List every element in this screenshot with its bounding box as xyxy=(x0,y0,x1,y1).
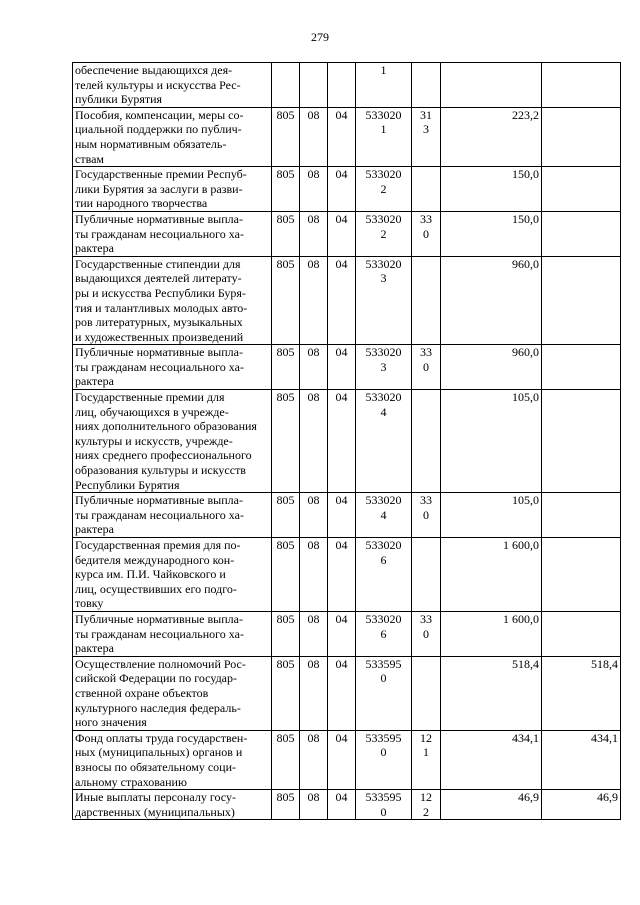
federal-amount-cell xyxy=(542,538,621,612)
ministry-code-value: 805 xyxy=(276,390,295,405)
table-row xyxy=(73,107,621,166)
subsection-code-value: 04 xyxy=(335,345,348,360)
budget-table xyxy=(72,62,621,820)
target-article-line: 533020 xyxy=(365,256,402,271)
expense-type-cell xyxy=(412,493,441,538)
expense-type-line: 0 xyxy=(423,226,429,241)
expense-type-cell xyxy=(412,63,441,108)
subsection-code-cell xyxy=(328,63,356,108)
ministry-code-value: 805 xyxy=(276,211,295,226)
ministry-code-value: 805 xyxy=(276,167,295,182)
target-article-cell xyxy=(356,167,412,212)
expense-type-cell xyxy=(412,611,441,656)
item-name-line: ниях дополнительного образования xyxy=(75,419,257,434)
section-code-cell xyxy=(300,656,328,730)
subsection-code-cell xyxy=(328,345,356,390)
section-code-value: 08 xyxy=(307,256,320,271)
item-name-line: взносы по обязательному соци- xyxy=(75,759,237,774)
amount-value: 518,4 xyxy=(512,656,539,671)
section-code-cell xyxy=(300,211,328,256)
table-row xyxy=(73,790,621,820)
item-name-line: Публичные нормативные выпла- xyxy=(75,211,243,226)
section-code-cell xyxy=(300,256,328,345)
expense-type-line: 33 xyxy=(420,345,432,360)
section-code-value: 08 xyxy=(307,611,320,626)
target-article-line: 2 xyxy=(380,226,387,241)
table-row xyxy=(73,493,621,538)
table-row xyxy=(73,538,621,612)
subsection-code-value: 04 xyxy=(335,611,348,626)
target-article-line: 533020 xyxy=(365,611,402,626)
amount-cell xyxy=(441,107,542,166)
federal-amount-cell xyxy=(542,256,621,345)
amount-value: 960,0 xyxy=(512,256,539,271)
item-name-cell xyxy=(73,167,272,212)
federal-amount-cell xyxy=(542,790,621,820)
item-name-cell xyxy=(73,656,272,730)
table-row xyxy=(73,63,621,108)
amount-cell xyxy=(441,256,542,345)
item-name-line: циальной поддержки по публич- xyxy=(75,122,242,137)
target-article-cell xyxy=(356,390,412,493)
target-article-line: 533020 xyxy=(365,538,402,552)
item-name-line: ры и искусства Республики Буря- xyxy=(75,285,246,300)
item-name-line: лиц, осуществивших его подго- xyxy=(75,581,237,596)
section-code-cell xyxy=(300,493,328,538)
target-article-cell xyxy=(356,211,412,256)
item-name-line: товку xyxy=(75,596,104,611)
item-name-line: обеспечение выдающихся дея- xyxy=(75,63,233,77)
target-article-line: 533595 xyxy=(365,790,402,805)
item-name-cell xyxy=(73,611,272,656)
item-name-line: Публичные нормативные выпла- xyxy=(75,345,243,360)
item-name-cell xyxy=(73,63,272,108)
expense-type-cell xyxy=(412,656,441,730)
section-code-value: 08 xyxy=(307,656,320,671)
item-name-line: Осуществление полномочий Рос- xyxy=(75,656,246,671)
amount-cell xyxy=(441,167,542,212)
section-code-value: 08 xyxy=(307,790,320,805)
target-article-line: 533020 xyxy=(365,493,402,508)
ministry-code-cell xyxy=(272,345,300,390)
subsection-code-cell xyxy=(328,493,356,538)
subsection-code-cell xyxy=(328,211,356,256)
target-article-cell xyxy=(356,730,412,789)
section-code-cell xyxy=(300,107,328,166)
expense-type-cell xyxy=(412,345,441,390)
amount-value: 105,0 xyxy=(512,390,539,405)
item-name-cell xyxy=(73,107,272,166)
subsection-code-cell xyxy=(328,730,356,789)
federal-amount-cell xyxy=(542,730,621,789)
amount-value: 46,9 xyxy=(518,790,539,805)
item-name-line: Публичные нормативные выпла- xyxy=(75,493,243,508)
target-article-line: 0 xyxy=(380,804,387,819)
section-code-value: 08 xyxy=(307,730,320,745)
target-article-line: 4 xyxy=(380,507,387,522)
federal-amount-cell xyxy=(542,345,621,390)
subsection-code-cell xyxy=(328,167,356,212)
item-name-line: Государственная премия для по- xyxy=(75,538,241,552)
ministry-code-cell xyxy=(272,390,300,493)
ministry-code-cell xyxy=(272,256,300,345)
expense-type-cell xyxy=(412,211,441,256)
federal-amount-cell xyxy=(542,63,621,108)
item-name-line: Публичные нормативные выпла- xyxy=(75,611,243,626)
target-article-cell xyxy=(356,790,412,820)
item-name-line: рактера xyxy=(75,641,114,656)
expense-type-line: 12 xyxy=(420,730,432,745)
item-name-line: ты гражданам несоциального ха- xyxy=(75,626,244,641)
section-code-cell xyxy=(300,167,328,212)
amount-cell xyxy=(441,656,542,730)
federal-amount-cell xyxy=(542,390,621,493)
item-name-line: ного значения xyxy=(75,715,147,730)
expense-type-cell xyxy=(412,390,441,493)
item-name-line: бедителя международного кон- xyxy=(75,552,235,567)
table-row xyxy=(73,611,621,656)
target-article-cell xyxy=(356,538,412,612)
target-article-line: 533020 xyxy=(365,167,402,182)
item-name-line: образования культуры и искусств xyxy=(75,463,246,478)
amount-cell xyxy=(441,538,542,612)
item-name-line: ты гражданам несоциального ха- xyxy=(75,507,244,522)
amount-value: 150,0 xyxy=(512,211,539,226)
target-article-line: 533020 xyxy=(365,345,402,360)
item-name-line: телей культуры и искусства Рес- xyxy=(75,77,241,92)
section-code-value: 08 xyxy=(307,107,320,122)
federal-amount-cell xyxy=(542,107,621,166)
target-article-line: 533595 xyxy=(365,730,402,745)
amount-value: 1 600,0 xyxy=(503,611,539,626)
item-name-line: ным нормативным обязатель- xyxy=(75,136,227,151)
amount-cell xyxy=(441,345,542,390)
subsection-code-value: 04 xyxy=(335,790,348,805)
section-code-cell xyxy=(300,611,328,656)
item-name-cell xyxy=(73,390,272,493)
expense-type-line: 31 xyxy=(420,107,432,122)
ministry-code-value: 805 xyxy=(276,656,295,671)
ministry-code-cell xyxy=(272,656,300,730)
federal-amount-cell xyxy=(542,493,621,538)
target-article-line: 6 xyxy=(380,552,387,567)
federal-amount-value: 434,1 xyxy=(591,730,618,745)
target-article-line: 533020 xyxy=(365,107,402,122)
item-name-line: ты гражданам несоциального ха- xyxy=(75,359,244,374)
subsection-code-cell xyxy=(328,538,356,612)
item-name-line: рактера xyxy=(75,374,114,389)
target-article-cell xyxy=(356,493,412,538)
ministry-code-value: 805 xyxy=(276,493,295,508)
target-article-cell xyxy=(356,345,412,390)
section-code-cell xyxy=(300,790,328,820)
item-name-line: ствам xyxy=(75,151,104,166)
expense-type-line: 0 xyxy=(423,359,429,374)
subsection-code-value: 04 xyxy=(335,390,348,405)
amount-value: 105,0 xyxy=(512,493,539,508)
ministry-code-cell xyxy=(272,538,300,612)
expense-type-line: 2 xyxy=(423,804,429,819)
item-name-line: Фонд оплаты труда государствен- xyxy=(75,730,248,745)
item-name-line: ты гражданам несоциального ха- xyxy=(75,226,244,241)
table-row xyxy=(73,390,621,493)
ministry-code-value: 805 xyxy=(276,538,295,552)
expense-type-line: 1 xyxy=(423,745,429,760)
item-name-cell xyxy=(73,493,272,538)
section-code-value: 08 xyxy=(307,345,320,360)
amount-value: 223,2 xyxy=(512,107,539,122)
target-article-cell xyxy=(356,107,412,166)
table-row xyxy=(73,256,621,345)
item-name-line: тия и талантливых молодых авто- xyxy=(75,300,248,315)
ministry-code-cell xyxy=(272,611,300,656)
section-code-cell xyxy=(300,345,328,390)
section-code-value: 08 xyxy=(307,167,320,182)
subsection-code-cell xyxy=(328,107,356,166)
section-code-cell xyxy=(300,730,328,789)
expense-type-line: 33 xyxy=(420,611,432,626)
item-name-line: ров литературных, музыкальных xyxy=(75,315,243,330)
subsection-code-value: 04 xyxy=(335,730,348,745)
target-article-cell xyxy=(356,611,412,656)
item-name-line: выдающихся деятелей литерату- xyxy=(75,271,242,286)
subsection-code-value: 04 xyxy=(335,167,348,182)
ministry-code-cell xyxy=(272,63,300,108)
expense-type-cell xyxy=(412,538,441,612)
item-name-cell xyxy=(73,538,272,612)
item-name-cell xyxy=(73,790,272,820)
table-row xyxy=(73,730,621,789)
item-name-line: сийской Федерации по государ- xyxy=(75,671,237,686)
federal-amount-value: 46,9 xyxy=(597,790,618,805)
expense-type-line: 33 xyxy=(420,211,432,226)
item-name-line: культурного наследия федераль- xyxy=(75,700,241,715)
item-name-line: рактера xyxy=(75,522,114,537)
page-number: 279 xyxy=(311,30,329,44)
subsection-code-value: 04 xyxy=(335,538,348,552)
subsection-code-cell xyxy=(328,656,356,730)
ministry-code-value: 805 xyxy=(276,611,295,626)
ministry-code-value: 805 xyxy=(276,256,295,271)
amount-value: 1 600,0 xyxy=(503,538,539,552)
subsection-code-cell xyxy=(328,611,356,656)
subsection-code-value: 04 xyxy=(335,107,348,122)
item-name-line: и художественных произведений xyxy=(75,329,244,344)
subsection-code-value: 04 xyxy=(335,211,348,226)
target-article-line: 533020 xyxy=(365,390,402,405)
ministry-code-value: 805 xyxy=(276,790,295,805)
item-name-line: ных (муниципальных) органов и xyxy=(75,745,243,760)
ministry-code-cell xyxy=(272,211,300,256)
ministry-code-cell xyxy=(272,167,300,212)
amount-cell xyxy=(441,611,542,656)
federal-amount-cell xyxy=(542,656,621,730)
item-name-line: Иные выплаты персоналу госу- xyxy=(75,790,236,805)
federal-amount-cell xyxy=(542,167,621,212)
expense-type-line: 3 xyxy=(423,122,429,137)
section-code-value: 08 xyxy=(307,493,320,508)
expense-type-cell xyxy=(412,730,441,789)
item-name-cell xyxy=(73,256,272,345)
item-name-cell xyxy=(73,211,272,256)
item-name-line: альному страхованию xyxy=(75,774,187,789)
item-name-line: ниях среднего профессионального xyxy=(75,448,252,463)
amount-cell xyxy=(441,790,542,820)
target-article-line: 0 xyxy=(380,745,387,760)
target-article-line: 0 xyxy=(380,671,387,686)
subsection-code-value: 04 xyxy=(335,656,348,671)
ministry-code-value: 805 xyxy=(276,107,295,122)
amount-value: 150,0 xyxy=(512,167,539,182)
target-article-cell xyxy=(356,63,412,108)
item-name-line: дарственных (муниципальных) xyxy=(75,804,235,819)
amount-cell xyxy=(441,63,542,108)
amount-cell xyxy=(441,730,542,789)
subsection-code-value: 04 xyxy=(335,493,348,508)
item-name-line: Пособия, компенсации, меры со- xyxy=(75,107,244,122)
target-article-cell xyxy=(356,256,412,345)
subsection-code-value: 04 xyxy=(335,256,348,271)
target-article-line: 1 xyxy=(380,63,387,77)
section-code-cell xyxy=(300,390,328,493)
table-row xyxy=(73,345,621,390)
item-name-line: лиц, обучающихся в учрежде- xyxy=(75,404,229,419)
section-code-value: 08 xyxy=(307,390,320,405)
item-name-line: лики Бурятия за заслуги в разви- xyxy=(75,181,243,196)
subsection-code-cell xyxy=(328,390,356,493)
expense-type-line: 0 xyxy=(423,507,429,522)
item-name-cell xyxy=(73,730,272,789)
amount-value: 960,0 xyxy=(512,345,539,360)
target-article-line: 533595 xyxy=(365,656,402,671)
item-name-line: Государственные премии для xyxy=(75,390,225,405)
expense-type-cell xyxy=(412,790,441,820)
target-article-cell xyxy=(356,656,412,730)
expense-type-line: 33 xyxy=(420,493,432,508)
target-article-line: 3 xyxy=(380,359,387,374)
item-name-line: культуры и искусств, учрежде- xyxy=(75,433,233,448)
item-name-line: ственной охране объектов xyxy=(75,685,209,700)
subsection-code-cell xyxy=(328,256,356,345)
ministry-code-cell xyxy=(272,730,300,789)
expense-type-line: 12 xyxy=(420,790,432,805)
item-name-cell xyxy=(73,345,272,390)
table-row xyxy=(73,656,621,730)
section-code-cell xyxy=(300,538,328,612)
ministry-code-cell xyxy=(272,493,300,538)
section-code-cell xyxy=(300,63,328,108)
section-code-value: 08 xyxy=(307,538,320,552)
item-name-line: курса им. П.И. Чайковского и xyxy=(75,567,226,582)
item-name-line: Республики Бурятия xyxy=(75,477,180,492)
ministry-code-value: 805 xyxy=(276,345,295,360)
amount-cell xyxy=(441,390,542,493)
item-name-line: рактера xyxy=(75,241,114,256)
federal-amount-cell xyxy=(542,611,621,656)
expense-type-line: 0 xyxy=(423,626,429,641)
target-article-line: 2 xyxy=(380,181,387,196)
ministry-code-value: 805 xyxy=(276,730,295,745)
target-article-line: 4 xyxy=(380,404,387,419)
item-name-line: публики Бурятия xyxy=(75,92,163,107)
expense-type-cell xyxy=(412,256,441,345)
target-article-line: 3 xyxy=(380,271,387,286)
table-row xyxy=(73,167,621,212)
item-name-line: Государственные стипендии для xyxy=(75,256,241,271)
expense-type-cell xyxy=(412,107,441,166)
item-name-line: тии народного творчества xyxy=(75,196,208,211)
amount-cell xyxy=(441,211,542,256)
target-article-line: 533020 xyxy=(365,211,402,226)
ministry-code-cell xyxy=(272,107,300,166)
table-row xyxy=(73,211,621,256)
target-article-line: 6 xyxy=(380,626,387,641)
expense-type-cell xyxy=(412,167,441,212)
item-name-line: Государственные премии Респуб- xyxy=(75,167,247,182)
section-code-value: 08 xyxy=(307,211,320,226)
federal-amount-value: 518,4 xyxy=(591,656,618,671)
ministry-code-cell xyxy=(272,790,300,820)
target-article-line: 1 xyxy=(380,122,387,137)
federal-amount-cell xyxy=(542,211,621,256)
amount-cell xyxy=(441,493,542,538)
amount-value: 434,1 xyxy=(512,730,539,745)
subsection-code-cell xyxy=(328,790,356,820)
